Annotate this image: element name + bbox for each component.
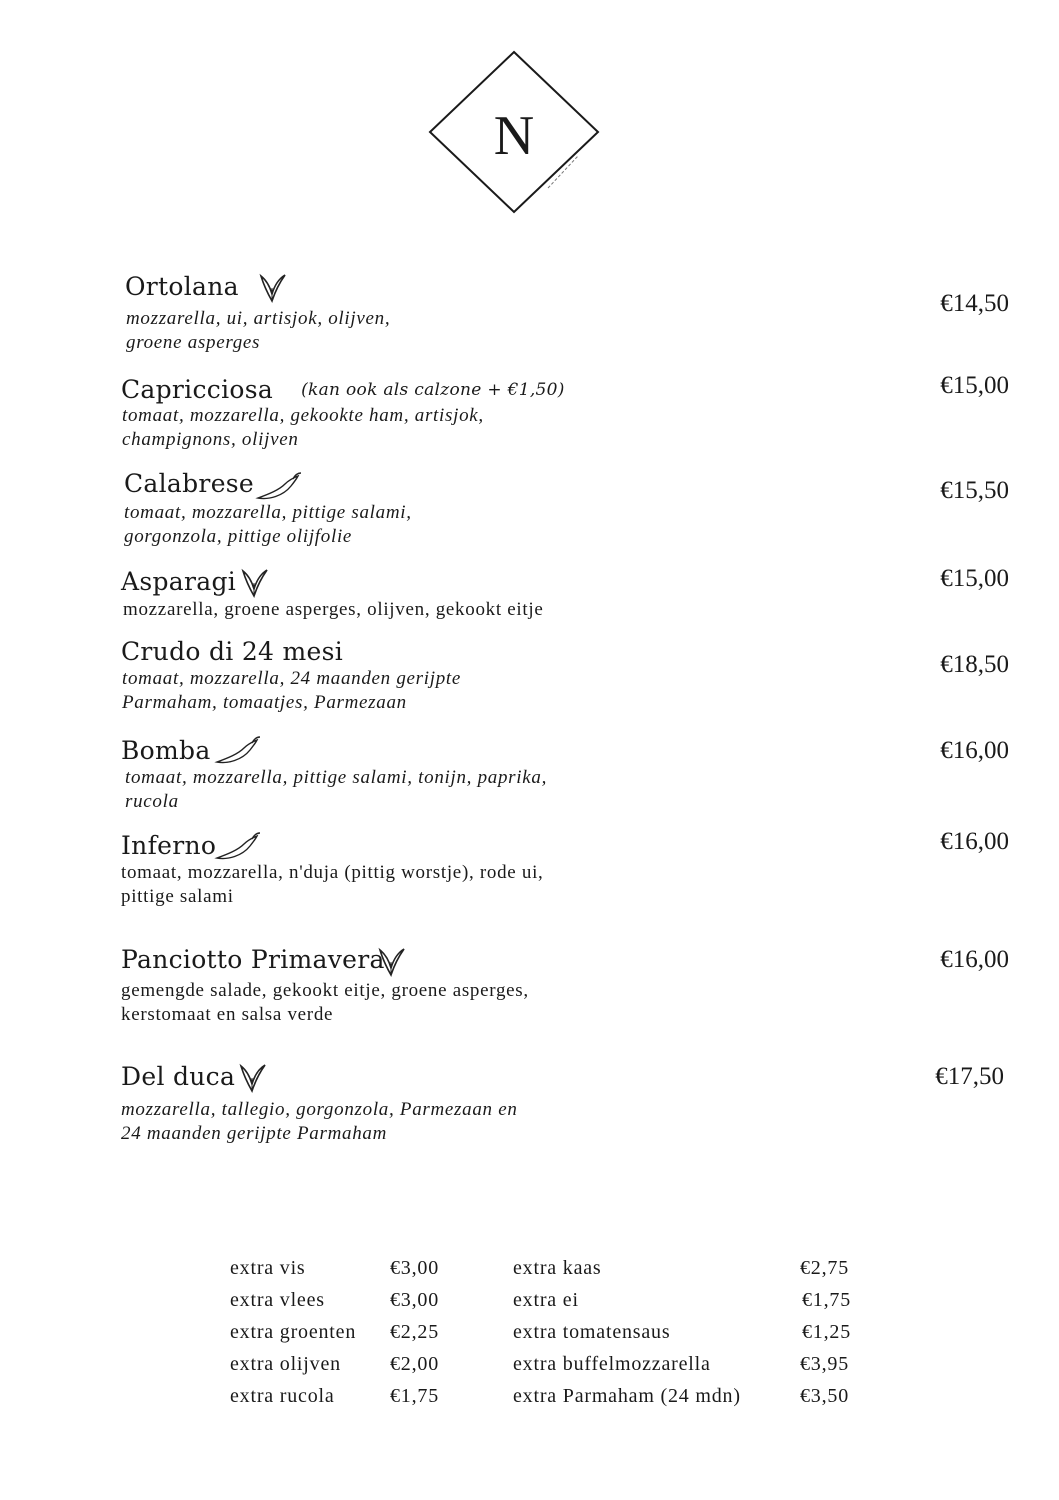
item-price: €14,50 [940, 290, 1009, 317]
leaf-icon [240, 567, 270, 599]
item-name: Asparagi [121, 567, 237, 596]
extra-label: extra rucola [230, 1385, 335, 1407]
item-price: €16,00 [940, 828, 1009, 855]
item-name: Ortolana [125, 272, 239, 301]
extra-price: €3,00 [390, 1289, 439, 1311]
item-name: Panciotto Primavera [121, 945, 385, 974]
extra-price: €2,75 [800, 1257, 849, 1279]
item-description: mozzarella, tallegio, gorgonzola, Parmezaan en 24 maanden gerijpte Parmaham [121, 1099, 518, 1144]
extra-price: €2,00 [390, 1353, 439, 1375]
item-description: gemengde salade, gekookt eitje, groene asperges, kerstomaat en salsa verde [121, 980, 529, 1025]
leaf-icon [377, 946, 407, 978]
extra-price: €2,25 [390, 1321, 439, 1343]
extra-price: €3,95 [800, 1353, 849, 1375]
item-price: €17,50 [935, 1063, 1004, 1090]
item-name: Del duca [121, 1062, 236, 1091]
extra-price: €3,50 [800, 1385, 849, 1407]
item-description: mozzarella, groene asperges, olijven, gekookt eitje [123, 599, 544, 620]
item-name: Crudo di 24 mesi [121, 637, 344, 666]
extra-label: extra vlees [230, 1289, 325, 1311]
extra-label: extra kaas [513, 1257, 602, 1279]
extra-price: €1,75 [802, 1289, 851, 1311]
extra-label: extra tomatensaus [513, 1321, 671, 1343]
item-description: mozzarella, ui, artisjok, olijven, groene asperges [126, 308, 391, 353]
chili-pepper-icon [255, 470, 303, 504]
extra-price: €3,00 [390, 1257, 439, 1279]
logo-diamond-icon [428, 48, 600, 216]
item-description: tomaat, mozzarella, pittige salami, tonijn, paprika, rucola [125, 767, 548, 812]
item-price: €18,50 [940, 651, 1009, 678]
chili-pepper-icon [214, 734, 262, 768]
leaf-icon [258, 272, 288, 304]
logo [428, 48, 600, 216]
extra-label: extra groenten [230, 1321, 357, 1343]
item-price: €15,00 [940, 565, 1009, 592]
item-description: tomaat, mozzarella, 24 maanden gerijpte Parmaham, tomaatjes, Parmezaan [122, 668, 462, 713]
extra-price: €1,75 [390, 1385, 439, 1407]
extra-label: extra vis [230, 1257, 306, 1279]
item-price: €16,00 [940, 946, 1009, 973]
item-description: tomaat, mozzarella, n'duja (pittig worstje), rode ui, pittige salami [121, 862, 544, 907]
item-note: (kan ook als calzone + €1,50) [301, 380, 565, 400]
item-description: tomaat, mozzarella, gekookte ham, artisjok, champignons, olijven [122, 405, 484, 450]
extra-label: extra ei [513, 1289, 579, 1311]
item-name: Bomba [121, 736, 211, 765]
item-description: tomaat, mozzarella, pittige salami, gorgonzola, pittige olijfolie [124, 502, 412, 547]
leaf-icon [238, 1062, 268, 1094]
item-price: €15,00 [940, 372, 1009, 399]
extra-label: extra buffelmozzarella [513, 1353, 711, 1375]
logo-letter: N [493, 105, 535, 167]
extra-label: extra Parmaham (24 mdn) [513, 1385, 741, 1407]
item-name: Inferno [121, 831, 217, 860]
item-name [121, 375, 565, 404]
item-name-text: Capricciosa [121, 375, 274, 404]
extra-label: extra olijven [230, 1353, 341, 1375]
item-price: €15,50 [940, 477, 1009, 504]
item-name: Calabrese [124, 469, 255, 498]
chili-pepper-icon [214, 830, 262, 864]
item-price: €16,00 [940, 737, 1009, 764]
extra-price: €1,25 [802, 1321, 851, 1343]
